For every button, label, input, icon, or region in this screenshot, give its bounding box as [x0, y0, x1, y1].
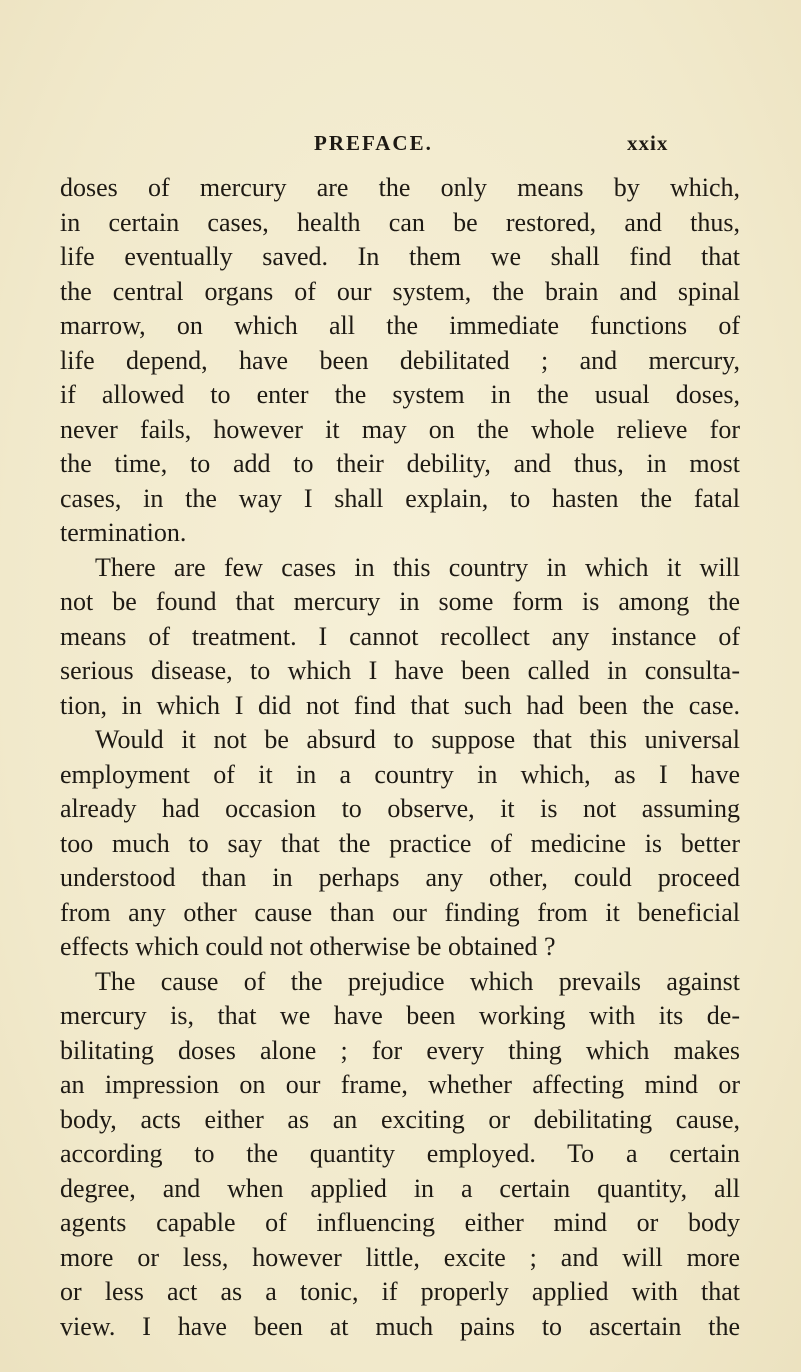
running-head: PREFACE. [314, 131, 433, 155]
text-line: life depend, have been debilitated ; and mercury, [60, 345, 740, 375]
page-header [0, 127, 801, 163]
text-line: agents capable of influencing either mind or body [60, 1208, 740, 1237]
paragraph-start: The cause of the prejudice which prevails against [95, 966, 740, 996]
text-line: degree, and when applied in a certain quantity, all [60, 1173, 740, 1203]
text-line: according to the quantity employed. To a certain [60, 1139, 740, 1168]
text-line: bilitating doses alone ; for every thing which makes [60, 1035, 740, 1065]
page-number: xxix [627, 131, 669, 155]
text-line: understood than in perhaps any other, could proceed [60, 863, 740, 892]
text-line: effects which could not otherwise be obtained ? [60, 932, 556, 961]
text-line: termination. [60, 518, 187, 547]
text-line: too much to say that the practice of medicine is better [60, 828, 740, 858]
text-line: Would it not be absurd to suppose that this universal [95, 725, 740, 754]
text-line: doses of mercury are the only means by which, [60, 173, 740, 202]
text-line: if allowed to enter the system in the usual doses, [60, 380, 740, 409]
text-line: or less act as a tonic, if properly applied with that [60, 1277, 740, 1306]
text-line: already had occasion to observe, it is not assuming [60, 794, 740, 823]
text-line: more or less, however little, excite ; and will more [60, 1242, 740, 1272]
text-line: marrow, on which all the immediate functions of [60, 311, 740, 340]
text-line: the time, to add to their debility, and thus, in most [60, 449, 740, 478]
text-line: employment of it in a country in which, as I have [60, 759, 740, 789]
text-line: mercury is, that we have been working with its de- [60, 1001, 740, 1030]
text-line: serious disease, to which I have been called in consulta- [60, 656, 740, 685]
text-line: view. I have been at much pains to ascertain the [60, 1311, 740, 1341]
text-line: tion, in which I did not find that such had been the case. [60, 690, 740, 720]
text-line: the central organs of our system, the brain and spinal [60, 276, 740, 306]
text-line: an impression on our frame, whether affecting mind or [60, 1070, 740, 1099]
body-text [60, 171, 740, 1344]
text-line: never fails, however it may on the whole relieve for [60, 414, 740, 444]
text-line: not be found that mercury in some form is among the [60, 587, 740, 616]
paragraph-start: There are few cases in this country in which it will [95, 552, 740, 582]
text-line: body, acts either as an exciting or debilitating cause, [60, 1104, 740, 1134]
text-line: in certain cases, health can be restored, and thus, [60, 207, 740, 237]
text-line: means of treatment. I cannot recollect any instance of [60, 621, 740, 651]
text-line: life eventually saved. In them we shall find that [60, 242, 740, 271]
text-line: cases, in the way I shall explain, to hasten the fatal [60, 483, 740, 513]
text-line: from any other cause than our finding from it beneficial [60, 897, 740, 927]
